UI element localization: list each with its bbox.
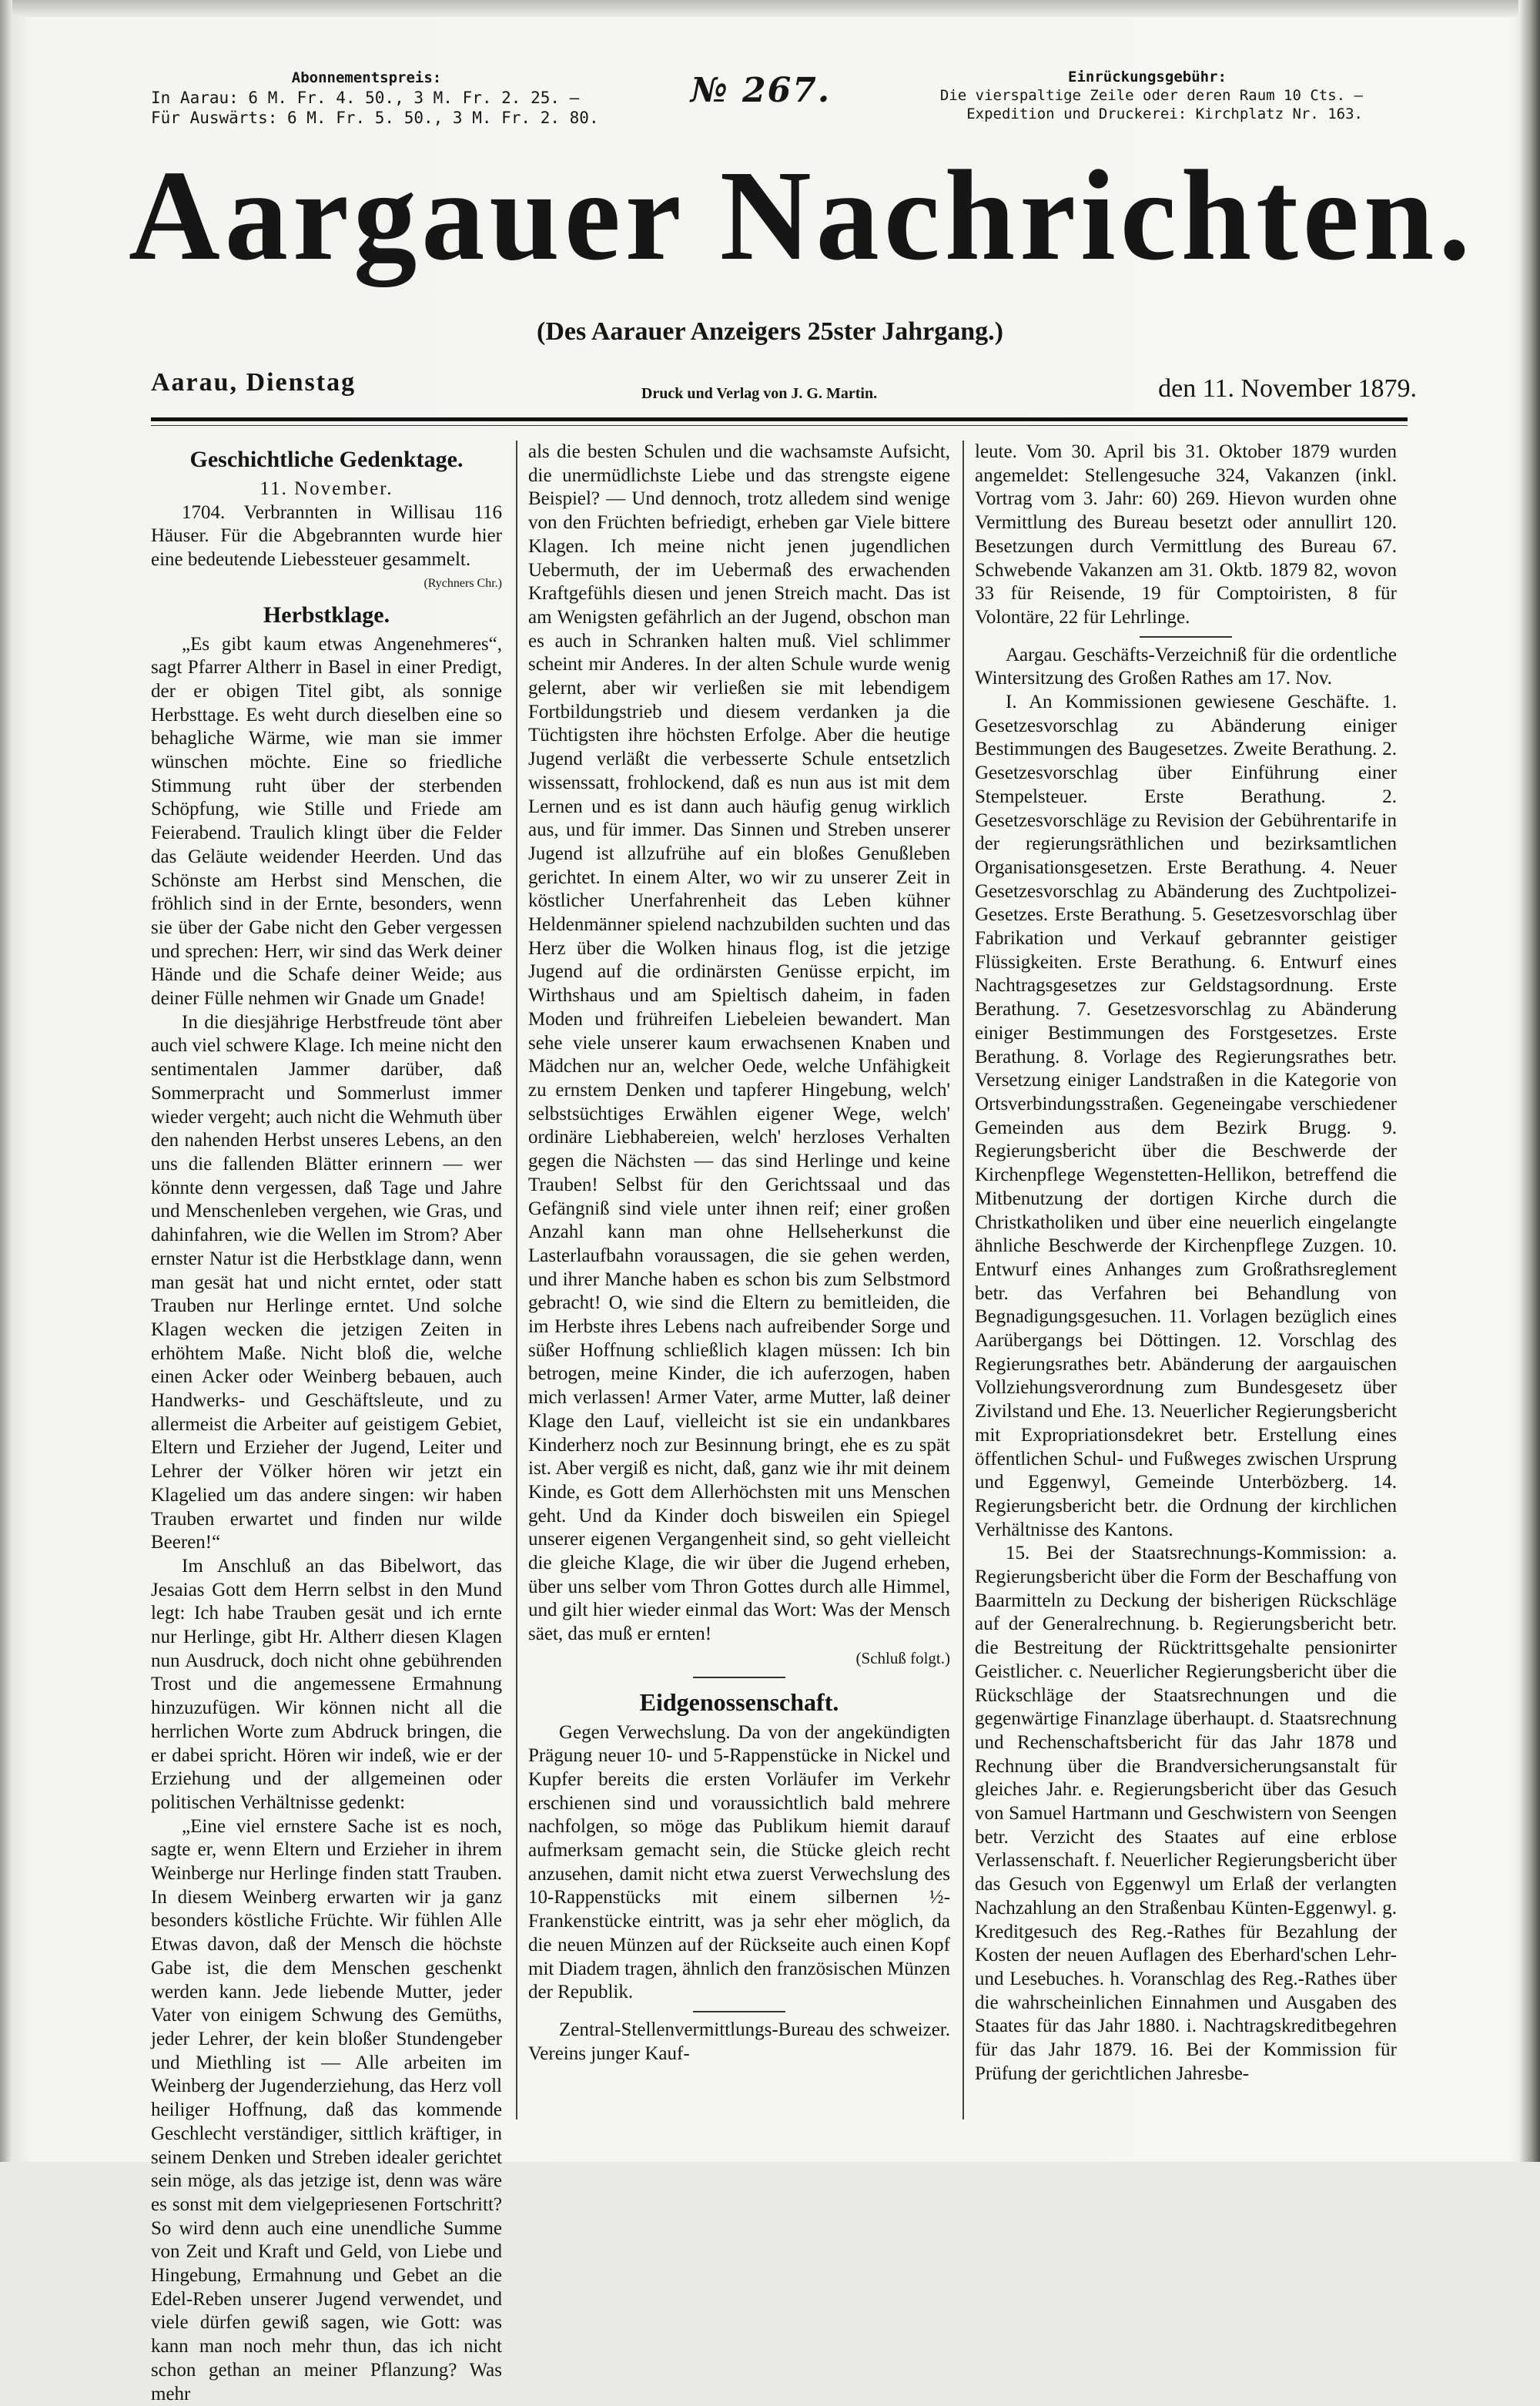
expedition-line: Expedition und Druckerei: Kirchplatz Nr. 163.: [966, 106, 1363, 122]
herbstklage-paragraph-4: „Eine viel ernstere Sache ist es noch, sagte er, wenn Eltern und Erzieher in ihrem Weinberge nur Herlinge finden statt Trauben. In diesem Weinberg erwarten wir ja ganz besonders köstliche Früchte. Wir fühlen Alle Etwas davon, daß der Mensch die höchste Gabe ist, die dem Menschen geschenkt werden kann. Jede liebende Mutter, jeder Vater von einigem Schwung des Gemüths, jeder Lehrer, der kein bloßer Stundengeber und Miethling ist — Alle arbeiten im Weinberg der Jugenderziehung, das Herz voll heiliger Hoffnung, daß das kommende Geschlecht verständiger, sittlich kräftiger, in seinem Denken und Streben idealer gerichtet sein möge, als das jetzige ist, denn was wäre es sonst mit dem vielgepriesenen Fortschritt? So wird denn auch eine unendliche Summe von Zeit und Kraft und Geld, von Liebe und Hingebung, Ermahnung und Gebet an die Edel-Reben unserer Jugend verwendet, und viele dürfen gewiß sagen, wie Gott: was kann man noch mehr thun, das ich nicht schon gethan an meiner Pflanzung? Was mehr: [151, 1815, 502, 2404]
article-stellenvermittlung-start: Zentral-Stellenvermittlungs-Bureau des schweizer. Vereins junger Kauf-: [528, 2019, 950, 2064]
scan-right-edge: [1518, 0, 1540, 2162]
insertion-fee-line: Die vierspaltige Zeile oder deren Raum 10 Cts. —: [939, 87, 1363, 104]
article-heading-gedenktage: Geschichtliche Gedenktage.: [189, 447, 464, 472]
gedenktage-date: 11. November.: [259, 478, 393, 499]
insertion-fee-box: [932, 68, 1363, 123]
aargau-staatsrechnung-items: 15. Bei der Staatsrechnungs-Kommission: a. Regierungsbericht über die Form der Beschaffung von Baarmitteln zu Deckung der bisherigen Rückschläge auf der Generalrechnung. b. Regierungsbericht betr. die Bestreitung der Rücktrittsgehalte pensionirter Geistlicher. c. Neuerlicher Regierungsbericht über die Rückschläge der Staatsrechnungen und die gegenwärtige Finanzlage überhaupt. d. Staatsrechnung und Rechenschaftsbericht für das Jahr 1878 und Rechnung über die Brandversicherungsanstalt für gleiches Jahr. e. Regierungsbericht über das Gesuch von Samuel Hartmann und Geschwistern von Seengen betr. Verzicht des Staates auf eine erblose Verlassenschaft. f. Neuerlicher Regierungsbericht über das Gesuch von Eggenwyl um Erlaß der verlangten Nachzahlung an den Straßenbau Künten-Eggenwyl. g. Kreditgesuch des Reg.-Rathes für Bezahlung der Kosten der neuen Auflagen des Eberhard'schen Lehr- und Lesebuches. h. Voranschlag des Reg.-Rathes über die wahrscheinlichen Einnahmen und Ausgaben des Staates für das Jahr 1880. i. Nachtragskreditbegehren für das Jahr 1879. 16. Bei der Kommission für Prüfung der gerichtlichen Jahresbe-: [975, 1543, 1397, 2084]
printer-line: Druck und Verlag von J. G. Martin.: [641, 385, 878, 402]
section-separator: [693, 1677, 785, 1678]
herbstklage-paragraph-2: In die diesjährige Herbstfreude tönt aber auch viel schwere Klage. Ich meine nicht den sentimentalen Jammer darüber, daß Sommerpracht und Sommerlust immer wieder vergeht; auch nicht die Wehmuth über den nahenden Herbst unseres Lebens, an den uns die fallenden Blätter erinnern — wer könnte denn vergessen, daß Tage und Jahre und Menschenleben vergehen, wie Gras, und dahinfahren, wie die Wellen im Strom? Aber ernster Natur ist die Herbstklage dann, wenn man gesät hat und nicht erntet, oder statt Trauben nur Herlinge erntet. Und solche Klagen wecken die jetzigen Zeiten in erhöhtem Maße. Nicht bloß die, welche einen Acker oder Weinberg bebauen, auch Handwerks- und Geschäftsleute, und zu allermeist die Arbeiter auf geistigem Gebiet, Eltern und Erzieher der Jugend, Leiter und Lehrer der Völker hören wir jetzt ein Klagelied um das andere singen: wir haben Trauben erwartet und finden nur wilde Beeren!“: [151, 1011, 502, 1553]
subscription-heading: Abonnementspreis:: [291, 69, 442, 86]
scan-top-edge: [0, 0, 1540, 17]
newspaper-subtitle: (Des Aarauer Anzeigers 25ster Jahrgang.): [537, 317, 1003, 346]
masthead-rule-thin: [151, 425, 1408, 426]
masthead-rule: [151, 417, 1408, 421]
article-heading-herbstklage: Herbstklage.: [263, 602, 390, 628]
article-verwechslung: Gegen Verwechslung. Da von der angekündigten Prägung neuer 10- und 5-Rappenstücke in Nickel und Kupfer bereits die ersten Vorläufer im Verkehr erschienen sind und voraussichtlich bald mehrere nachfolgen, so möge das Publikum hiemit darauf aufmerksam gemacht sein, die Stücke gleich recht anzusehen, damit nicht etwa zuerst Verwechslung des 10-Rappenstücks mit einem silbernen ½-Frankenstücke eintritt, was ja sehr eher möglich, da die neuen Münzen auf der Rückseite auch einen Kopf mit Diadem tragen, ähnlich den französischen Münzen der Republik.: [528, 1721, 950, 2003]
herbstklage-paragraph-1: „Es gibt kaum etwas Angenehmeres“, sagt Pfarrer Altherr in Basel in einer Predigt, der er obigen Titel gibt, als sonnige Herbsttage. Es weht durch dieselben eine so behagliche Wärme, wie man sie immer wünschen möchte. Eine so friedliche Stimmung ruht über der sterbenden Schöpfung, wie Stille und Friede am Feierabend. Traulich klingt über die Felder das Geläute weidender Heerden. Und das Schönste am Herbst sind Menschen, die fröhlich sind in der Ernte, besonders, wenn sie über der Gabe nicht den Geber vergessen und sprechen: Herr, wir sind das Werk deiner Hände und die Schafe deiner Weide; aus deiner Fülle nehmen wir Gnade um Gnade!: [151, 633, 502, 1010]
gedenktage-entry: 1704. Verbrannten in Willisau 116 Häuser. Für die Abgebrannten wurde hier eine bedeutende Liebessteuer gesammelt.: [151, 501, 502, 571]
column-1: [151, 441, 502, 2404]
gedenktage-source: (Rychners Chr.): [424, 576, 502, 590]
newspaper-title: Aargauer Nachrichten.: [129, 144, 1475, 287]
column-divider-1: [516, 441, 517, 2119]
column-2: [528, 441, 950, 2143]
subscription-price-box: [151, 68, 599, 128]
subscription-line-local: In Aarau: 6 M. Fr. 4. 50., 3 M. Fr. 2. 25. —: [151, 89, 580, 107]
aargau-intro: Aargau. Geschäfts-Verzeichniß für die ordentliche Wintersitzung des Großen Rathes am 17. Nov.: [975, 644, 1397, 689]
to-be-continued: (Schluß folgt.): [855, 1648, 950, 1667]
section-heading-eidgenossenschaft: Eidgenossenschaft.: [639, 1687, 839, 1716]
herbstklage-continuation: als die besten Schulen und die wachsamste Aufsicht, die unermüdlichste Liebe und das strengste eigene Beispiel? — Und dennoch, trotz alledem sind wenige von den Früchten befriedigt, erheben gar Viele bittere Klagen. Ich meine nicht jenen jugendlichen Uebermuth, der im Uebermaß des erwachenden Kraftgefühls diesen und jenen Streich macht. Das ist am Wenigsten gefährlich an der Jugend, obschon man es auch in Schranken halten muß. Viel schlimmer scheint mir Anderes. In der alten Schule wurde wenig gelernt, aber wir verließen sie mit lebendigem Fortbildungstrieb und diesem verdanken ja die Tüchtigsten ihre höchsten Erfolge. Aber die heutige Jugend verläßt die verbesserte Schule entsetzlich wissenssatt, frohlockend, daß es nun aus ist mit dem Lernen und es ist dann auch häufig genug wirklich aus, und für immer. Das Sinnen und Streben unserer Jugend ist allzufrühe auf ein bloßes Genußleben gerichtet. In einem Alter, wo wir zu unserer Zeit in köstlicher Unerfahrenheit das Leben kühner Heldenmänner spielend nachzubilden suchten und das Herz über die Wolken hinaus flog, ist die jetzige Jugend auf die ordinärsten Genüsse erpicht, im Wirthshaus und am Spieltisch daheim, in faden Moden und frühreifen Liebeleien bewandert. Man sehe viele unserer kaum erwachsenen Knaben und Mädchen nur an, welcher Oede, welche Unfähigkeit zu ernstem Denken und tapferer Hingebung, welch' selbstsüchtiges Erwählen eigener Wege, welch' ordinäre Liebhabereien, welch' herzloses Verhalten gegen die Nächsten — das sind Herlinge und keine Trauben! Selbst für den Gerichtssaal und das Gefängniß sind viele unter ihnen reif; einer großen Anzahl kann man ohne Hellseherkunst die Lasterlaufbahn voraussagen, die sie gehen werden, und ihrer Manche haben es schon bis zum Selbstmord gebracht! O, wie sind die Eltern zu bemitleiden, die im Herbste ihres Lebens nach aufreibender Sorge und süßer Hoffnung schließlich klagen müssen: Ich bin betrogen, meine Kinder, die ich auferzogen, haben mich verlassen! Armer Vater, arme Mutter, laß deiner Klage den Lauf, vielleicht ist sie ein undankbares Kinderherz noch zur Besinnung bringt, ehe es zu spät ist. Aber vergiß es nicht, daß, ganz wie ihr mit deinem Kinde, es Gott dem Allerhöchsten mit uns Menschen geht. Und da Kinder doch bisweilen ein Spiegel unserer eigenen Vergangenheit sind, so geht vielleicht die gleiche Klage, die wir über die Jugend erheben, über uns selber vom Thron Gottes durch alle Himmel, und gilt hier wieder einmal das Wort: Was der Mensch säet, das muß er ernten!: [528, 441, 950, 1645]
issue-number: № 267.: [690, 71, 832, 110]
subscription-line-external: Für Auswärts: 6 M. Fr. 5. 50., 3 M. Fr. 2. 80.: [151, 109, 599, 127]
scan-left-edge: [0, 0, 12, 2162]
stellenvermittlung-continuation: leute. Vom 30. April bis 31. Oktober 1879 wurden angemeldet: Stellengesuche 324, Vakanzen (inkl. Vortrag vom 3. Jahr: 60) 269. Hievon wurden ohne Vermittlung des Bureau besetzt oder annullirt 120. Besetzungen durch Vermittlung des Bureau 67. Schwebende Vakanzen am 31. Oktb. 1879 82, wovon 33 für Reisende, 19 für Comptoiristen, 8 für Volontäre, 22 für Lehrlinge.: [975, 441, 1397, 628]
insertion-fee-heading: Einrückungsgebühr:: [1068, 69, 1227, 85]
issue-date: den 11. November 1879.: [1158, 374, 1417, 403]
article-separator: [693, 2011, 785, 2012]
place-and-day: Aarau, Dienstag: [151, 368, 357, 397]
article-separator: [1140, 636, 1232, 638]
aargau-commission-items: I. An Kommissionen gewiesene Geschäfte. 1. Gesetzesvorschlag zu Abänderung einiger Bestimmungen des Baugesetzes. Zweite Berathung. 2. Gesetzesvorschlag über Einführung einer Stempelsteuer. Erste Berathung. 2. Gesetzesvorschläge zu Revision der Gebührentarife in der regierungsräthlichen und bezirksamtlichen Organisationsgesetzen. Erste Berathung. 4. Neuer Gesetzesvorschlag zu Abänderung des Zuchtpolizei-Gesetzes. Erste Berathung. 5. Gesetzesvorschlag über Fabrikation und Verkauf gebrannter geistiger Flüssigkeiten. Erste Berathung. 6. Entwurf eines Nachtragsgesetzes zur Geldstagsordnung. Erste Berathung. 7. Gesetzesvorschlag zu Abänderung einiger Bestimmungen des Forstgesetzes. Erste Berathung. 8. Vorlage des Regierungsrathes betr. Versetzung einiger Landstraßen in die Kategorie von Ortsverbindungsstraßen. Gegeneingabe verschiedener Gemeinden aus dem Bezirk Brugg. 9. Regierungsbericht über die Beschwerde der Kirchenpflege Wegenstetten-Hellikon, betreffend die Mitbenutzung der dortigen Kirche durch die Christkatholiken und über eine neuerlich eingelangte ähnliche Beschwerde der Kirchenpflege Zuzgen. 10. Entwurf eines Anhanges zum Großrathsreglement betr. das Verfahren bei Behandlung von Begnadigungsgesuchen. 11. Vorlagen bezüglich eines Aarübergangs bei Döttingen. 12. Vorschlag des Regierungsrathes betr. Abänderung der aargauischen Vollziehungsverordnung zum Bundesgesetz über Zivilstand und Ehe. 13. Neuerlicher Regierungsbericht mit Expropriationsdekret betr. Erstellung eines öffentlichen Schul- und Fußweges zwischen Ursprung und Eggenwyl, Gemeinde Unterbözberg. 14. Regierungsbericht betr. die Ordnung der kirchlichen Verhältnisse des Kantons.: [975, 692, 1397, 1540]
column-3: [975, 441, 1397, 2143]
herbstklage-paragraph-3: Im Anschluß an das Bibelwort, das Jesaias Gott dem Herrn selbst in den Mund legt: Ich habe Trauben gesät und ich ernte nur Herlinge, gibt Hr. Altherr diesen Klagen nun Ausdruck, doch nicht ohne gebührenden Trost und die angemessene Ermahnung hinzuzufügen. Wir können nicht all die herrlichen Worte zum Abdruck bringen, die er dabei spricht. Hören wir indeß, wie er der Erziehung und der allgemeinen oder politischen Verhältnisse gedenkt:: [151, 1555, 502, 1813]
column-divider-2: [962, 441, 964, 2119]
